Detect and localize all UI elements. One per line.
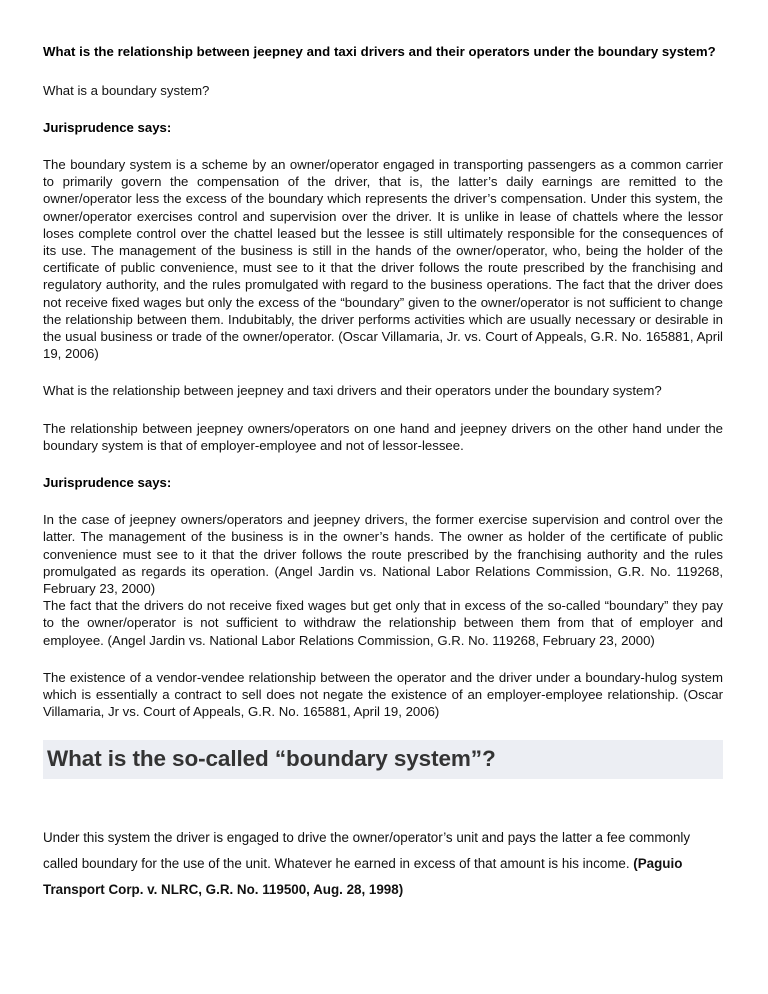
closing-citation-paguio: (Paguio Transport Corp. v. NLRC, G.R. No. 119500, Aug. 28, 1998) [43, 856, 683, 898]
jurisprudence-passage-vendor-vendee: The existence of a vendor-vendee relationship between the operator and the driver under a boundary-hulog system which is essentially a contract to sell does not negate the existence of an employer-employee relationship. (Oscar Villamaria, Jr vs. Court of Appeals, G.R. No. 165881, April 19, 2006) [43, 669, 723, 720]
jurisprudence-passage-jardin-fixed-wages: The fact that the drivers do not receive fixed wages but get only that in excess of the so-called “boundary” they pay to the owner/operator is not sufficient to withdraw the relationship between them from that of employer and employee. (Angel Jardin vs. National Labor Relations Commission, G.R. No. 119268, February 23, 2000) [43, 598, 723, 648]
closing-definition-text: Under this system the driver is engaged to drive the owner/operator’s unit and pays the latter a fee commonly called boundary for the use of the unit. Whatever he earned in excess of that amount is his income. [43, 830, 691, 872]
document-title: What is the relationship between jeepney and taxi drivers and their operators under the boundary system? [43, 44, 716, 59]
section-heading-boundary-system: What is the so-called “boundary system”? [47, 746, 496, 772]
section-heading-band [43, 740, 723, 779]
jurisprudence-passage-jardin-supervision: In the case of jeepney owners/operators and jeepney drivers, the former exercise supervision and control over the latter. The management of the business is in the owner’s hands. The owner as holder of the certificate of public convenience must see to it that the driver follows the route prescribed by the franchising authority and the rules promulgated as regards its operation. (Angel Jardin vs. National Labor Relations Commission, G.R. No. 119268, February 23, 2000) [43, 512, 723, 596]
question-relationship-drivers-operators: What is the relationship between jeepney and taxi drivers and their operators under the boundary system? [43, 383, 662, 399]
jurisprudence-label-first: Jurisprudence says: [43, 119, 172, 135]
jurisprudence-label-second: Jurisprudence says: [43, 474, 172, 490]
closing-definition-paragraph [43, 825, 723, 903]
jurisprudence-passage-villamaria: The boundary system is a scheme by an owner/operator engaged in transporting passengers as a common carrier to primarily govern the compensation of the driver, that is, the latter’s daily earnings are remitted to the owner/operator less the excess of the boundary which represents the driver’s compensation. Under this system, the owner/operator exercises control and supervision over the driver. It is unlike in lease of chattels where the lessor loses complete control over the chattel leased but the lessee is still ultimately responsible for the consequences of its use. The management of the business is still in the hands of the owner/operator, who, being the holder of the certificate of public convenience, must see to it that the driver follows the route prescribed by the franchising and regulatory authority, and the rules promulgated with regard to the business operations. The fact that the driver does not receive fixed wages but only the excess of the “boundary” given to the owner/operator is not sufficient to change the relationship between them. Indubitably, the driver performs activities which are usually necessary or desirable in the usual business or trade of the owner/operator. (Oscar Villamaria, Jr. vs. Court of Appeals, G.R. No. 165881, April 19, 2006) [43, 156, 723, 362]
question-what-is-boundary-system: What is a boundary system? [43, 82, 210, 98]
answer-employer-employee-relationship: The relationship between jeepney owners/operators on one hand and jeepney drivers on the other hand under the boundary system is that of employer-employee and not of lessor-lessee. [43, 420, 723, 453]
